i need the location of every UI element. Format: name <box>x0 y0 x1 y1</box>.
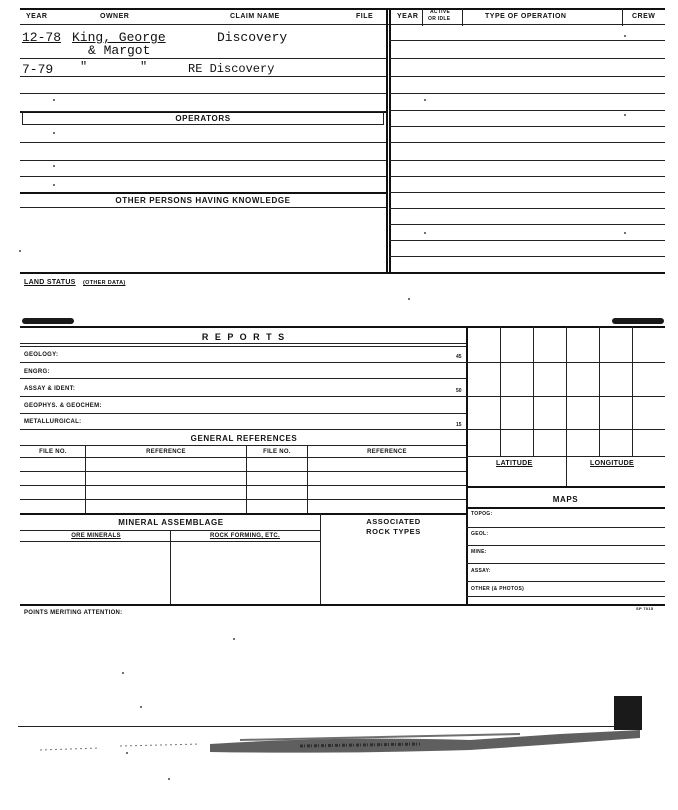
header-owner: OWNER <box>100 13 130 20</box>
associated-rock-types-1: ASSOCIATED <box>366 517 421 526</box>
header-year-2: YEAR <box>397 13 419 20</box>
report-num: 15 <box>456 422 462 428</box>
form-code: SP 7015 <box>636 606 654 611</box>
header-claim-name: CLAIM NAME <box>230 13 280 20</box>
ref-header: REFERENCE <box>367 449 407 455</box>
entry-owner-line2: & Margot <box>88 43 151 58</box>
ref-header: FILE NO. <box>263 449 291 455</box>
entry-claim: Discovery <box>217 30 288 45</box>
operators-title: OPERATORS <box>175 114 231 123</box>
report-num: 45 <box>456 354 462 360</box>
entry-claim: RE Discovery <box>188 62 275 76</box>
entry-owner-ditto-2: " <box>140 60 148 74</box>
header-active: ACTIVE <box>430 9 451 15</box>
map-label: GEOL: <box>471 531 489 537</box>
general-references-title: GENERAL REFERENCES <box>190 434 298 443</box>
report-num: 50 <box>456 388 462 394</box>
header-type-of-operation: TYPE OF OPERATION <box>485 13 567 20</box>
entry-year: 7-79 <box>22 62 54 77</box>
scan-noise-band <box>0 724 678 774</box>
mineral-assemblage-title: MINERAL ASSEMBLAGE <box>118 518 224 527</box>
header-file: FILE <box>356 13 374 20</box>
longitude-label: LONGITUDE <box>590 460 634 467</box>
map-label: OTHER (& PHOTOS) <box>471 586 525 592</box>
header-or-idle: OR IDLE <box>428 16 451 22</box>
header-year: YEAR <box>26 13 48 20</box>
maps-title: MAPS <box>552 495 579 504</box>
latitude-label: LATITUDE <box>496 460 533 467</box>
map-label: TOPOG: <box>471 511 493 517</box>
report-label: GEOLOGY: <box>24 352 59 358</box>
entry-year: 12-78 <box>22 30 62 45</box>
land-status-note: (OTHER DATA) <box>83 280 126 286</box>
map-label: MINE: <box>471 549 487 555</box>
rock-forming-header: ROCK FORMING, ETC. <box>209 533 281 539</box>
land-status-label: LAND STATUS <box>24 279 76 286</box>
associated-rock-types-2: ROCK TYPES <box>366 527 421 536</box>
entry-owner-ditto: " <box>80 60 88 74</box>
report-label: GEOPHYS. & GEOCHEM: <box>24 403 102 409</box>
entry-owner: King, George <box>72 30 166 45</box>
map-label: ASSAY: <box>471 568 491 574</box>
report-label: ENGRG: <box>24 369 50 375</box>
other-persons-title: OTHER PERSONS HAVING KNOWLEDGE <box>115 196 291 205</box>
points-meriting-attention: POINTS MERITING ATTENTION: <box>24 610 123 616</box>
ref-header: REFERENCE <box>146 449 186 455</box>
ref-header: FILE NO. <box>39 449 67 455</box>
ore-minerals-header: ORE MINERALS <box>71 533 121 539</box>
reports-title: R E P O R T S <box>201 332 287 342</box>
report-label: ASSAY & IDENT: <box>24 386 76 392</box>
report-label: METALLURGICAL: <box>24 419 82 425</box>
header-crew: CREW <box>632 13 656 20</box>
